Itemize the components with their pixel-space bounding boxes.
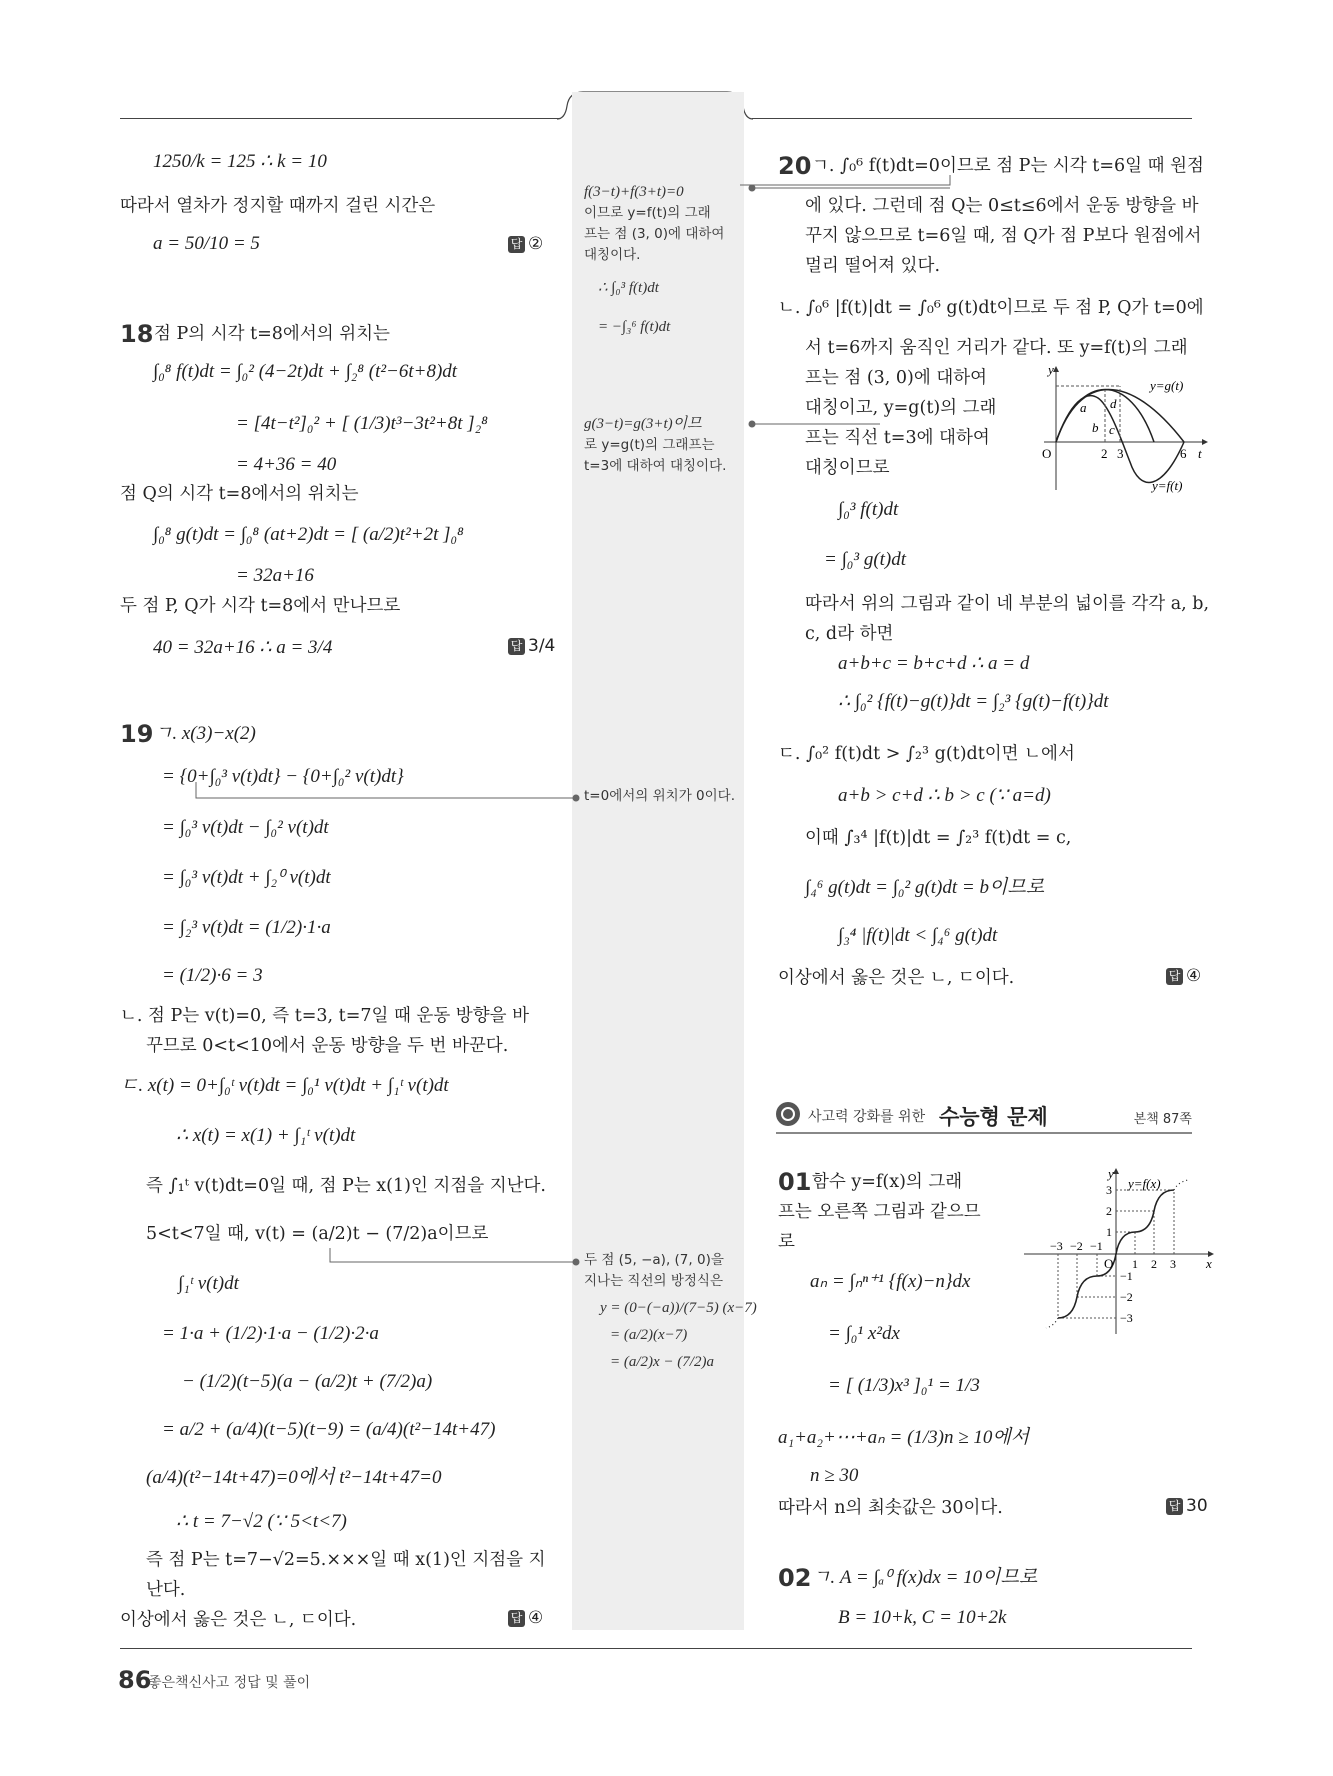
problem-19-line-15: − (1/2)(t−5)(a − (a/2)t + (7/2)a)	[182, 1371, 433, 1392]
section-book-ref: 본책 87쪽	[1133, 1112, 1192, 1127]
graph1-origin-label: O	[1042, 446, 1052, 461]
problem-20-line-7: 프는 점 (3, 0)에 대하여	[805, 368, 988, 388]
problem-18-number: 18	[120, 320, 154, 348]
problem-01-number: 01	[778, 1168, 812, 1196]
problem-20-line-17: ㄷ. ∫₀² f(t)dt > ∫₂³ g(t)dt이면 ㄴ에서	[778, 744, 1075, 764]
answer-mark-icon: 답	[508, 1610, 525, 1627]
problem-20-line-12: = ∫₀³ g(t)dt	[824, 549, 907, 570]
graph2-xtick: −1	[1090, 1239, 1103, 1253]
answer-mark-icon: 답	[1166, 968, 1183, 985]
problem-20-line-13: 따라서 위의 그림과 같이 네 부분의 넓이를 각각 a, b,	[805, 594, 1210, 614]
graph2-xtick: 1	[1132, 1257, 1138, 1271]
graph2-xtick: −3	[1050, 1239, 1063, 1253]
graph2-origin-label: O	[1104, 1256, 1114, 1271]
side-note-3: t=0에서의 위치가 0이다.	[584, 788, 735, 804]
problem-20-line-18: a+b > c+d ∴ b > c (∵ a=d)	[838, 785, 1051, 806]
graph2-ytick: 2	[1106, 1204, 1112, 1218]
graph2-ytick: 3	[1106, 1183, 1112, 1197]
problem-01-line-6: = [ (1/3)x³ ]₀¹ = 1/3	[828, 1375, 980, 1396]
problem-20-line-19: 이때 ∫₃⁴ |f(t)|dt = ∫₂³ f(t)dt = c,	[805, 828, 1072, 848]
side-note-1: f(3−t)+f(3+t)=0 이므로 y=f(t)의 그래 프는 점 (3, 0)에 대하여 대칭이다. ∴ ∫₀³ f(t)dt = −∫₃⁶ f(t)dt	[584, 184, 725, 335]
answer-20: 답 ④	[1166, 966, 1201, 986]
answer-19: 답 ④	[508, 1608, 543, 1628]
problem-19-line-17: (a/4)(t²−14t+47)=0에서 t²−14t+47=0	[146, 1467, 442, 1488]
problem-01-line-2: 프는 오른쪽 그림과 같으므	[778, 1202, 981, 1222]
problem-20-line-22: 이상에서 옳은 것은 ㄴ, ㄷ이다.	[778, 968, 1015, 988]
problem-19-line-18: ∴ t = 7−√2 (∵ 5<t<7)	[176, 1511, 347, 1532]
graph2-xtick: −2	[1070, 1239, 1083, 1253]
problem-18-line-3: = [4t−t²]₀² + [ (1/3)t³−3t²+8t ]₂⁸	[236, 413, 488, 434]
problem-19-line-12: 5<t<7일 때, v(t) = (a/2)t − (7/2)a이므로	[146, 1224, 489, 1244]
problem-19-line-9: ㄷ. x(t) = 0+∫₀ᵗ v(t)dt = ∫₀¹ v(t)dt + ∫₁ᵗ v(t)dt	[120, 1075, 449, 1096]
problem-17-line-1: 1250/k = 125 ∴ k = 10	[153, 151, 327, 172]
problem-20-line-20: ∫₄⁶ g(t)dt = ∫₀² g(t)dt = b이므로	[805, 877, 1045, 898]
problem-20-line-5: ㄴ. ∫₀⁶ |f(t)|dt = ∫₀⁶ g(t)dt이므로 두 점 P, Q가 t=0에	[778, 298, 1204, 318]
problem-20-line-15: a+b+c = b+c+d ∴ a = d	[838, 653, 1030, 674]
problem-01-line-8: n ≥ 30	[810, 1465, 859, 1486]
problem-20-line-21: ∫₃⁴ |f(t)|dt < ∫₄⁶ g(t)dt	[838, 925, 998, 946]
problem-20-line-3: 꾸지 않으므로 t=6일 때, 점 Q가 점 P보다 원점에서	[805, 226, 1202, 246]
problem-20-number: 20	[778, 152, 812, 180]
page-number: 86	[118, 1666, 152, 1694]
graph2-xtick: 3	[1170, 1257, 1176, 1271]
graph2-ytick: −1	[1120, 1269, 1133, 1283]
section-prefix: 사고력 강화를 위한	[808, 1109, 926, 1125]
answer-01: 답 30	[1166, 1496, 1208, 1516]
problem-20-line-4: 멀리 떨어져 있다.	[805, 256, 941, 276]
problem-01-line-5: = ∫₀¹ x²dx	[828, 1323, 900, 1344]
problem-19-line-6: = (1/2)·6 = 3	[162, 965, 263, 986]
problem-19-line-16: = a/2 + (a/4)(t−5)(t−9) = (a/4)(t²−14t+47)	[162, 1419, 496, 1440]
problem-02-number: 02	[778, 1564, 812, 1592]
problem-18-line-5: 점 Q의 시각 t=8에서의 위치는	[120, 484, 359, 504]
problem-18-line-1: 점 P의 시각 t=8에서의 위치는	[154, 324, 390, 344]
graph2-ytick: −3	[1120, 1311, 1133, 1325]
problem-18-line-7: = 32a+16	[236, 565, 314, 586]
problem-19-line-21: 이상에서 옳은 것은 ㄴ, ㄷ이다.	[120, 1610, 357, 1630]
graph2-f-label: y=f(x)	[1128, 1176, 1161, 1191]
target-icon	[776, 1102, 800, 1126]
graph2-xtick: 2	[1151, 1257, 1157, 1271]
side-note-4: 두 점 (5, −a), (7, 0)을 지나는 직선의 방정식은 y = (0−(−a))/(7−5) (x−7) = (a/2)(x−7) = (a/2)x − (7/2)a	[584, 1252, 757, 1370]
problem-19-line-10: ∴ x(t) = x(1) + ∫₁ᵗ v(t)dt	[176, 1125, 356, 1146]
footer-title: 좋은책신사고 정답 및 풀이	[148, 1675, 311, 1691]
answer-mark-icon: 답	[508, 236, 525, 253]
graph1-area-d: d	[1110, 396, 1117, 411]
problem-18-line-9: 40 = 32a+16 ∴ a = 3/4	[153, 637, 333, 658]
answer-mark-icon: 답	[508, 638, 525, 655]
problem-19-line-4: = ∫₀³ v(t)dt + ∫₂⁰ v(t)dt	[162, 867, 331, 888]
problem-19-number: 19	[120, 720, 154, 748]
problem-20-line-1: ㄱ. ∫₀⁶ f(t)dt=0이므로 점 P는 시각 t=6일 때 원점	[812, 156, 1204, 176]
problem-20-line-9: 프는 직선 t=3에 대하여	[805, 428, 990, 448]
problem-19-line-20: 난다.	[146, 1580, 186, 1600]
section-header	[776, 1098, 1192, 1134]
graph2-ytick: 1	[1106, 1225, 1112, 1239]
problem-01-line-1: 함수 y=f(x)의 그래	[812, 1172, 963, 1192]
problem-18-line-8: 두 점 P, Q가 시각 t=8에서 만나므로	[120, 596, 401, 616]
problem-19-line-14: = 1·a + (1/2)·1·a − (1/2)·2·a	[162, 1323, 379, 1344]
graph1-tick-2: 2	[1101, 446, 1108, 461]
problem-19-line-1: ㄱ. x(3)−x(2)	[154, 723, 256, 744]
problem-19-line-11: 즉 ∫₁ᵗ v(t)dt=0일 때, 점 P는 x(1)인 지점을 지난다.	[146, 1176, 546, 1196]
graph2-x-label: x	[1206, 1256, 1212, 1271]
graph1-area-b: b	[1092, 420, 1099, 435]
problem-20-line-16: ∴ ∫₀² {f(t)−g(t)}dt = ∫₂³ {g(t)−f(t)}dt	[838, 691, 1109, 712]
graph1-t-label: t	[1198, 446, 1202, 461]
graph-f-x	[1018, 1168, 1218, 1338]
graph1-tick-6: 6	[1180, 446, 1187, 461]
problem-17-line-2: 따라서 열차가 정지할 때까지 걸린 시간은	[120, 196, 436, 216]
problem-18-line-4: = 4+36 = 40	[236, 454, 337, 475]
graph-f-g	[1030, 362, 1210, 502]
problem-20-line-6: 서 t=6까지 움직인 거리가 같다. 또 y=f(t)의 그래	[805, 338, 1188, 358]
problem-01-line-3: 로	[778, 1232, 795, 1252]
graph1-area-c: c	[1109, 422, 1115, 437]
problem-19-line-5: = ∫₂³ v(t)dt = (1/2)·1·a	[162, 917, 331, 938]
graph1-tick-3: 3	[1117, 446, 1124, 461]
problem-20-line-2: 에 있다. 그런데 점 Q는 0≤t≤6에서 운동 방향을 바	[805, 196, 1199, 216]
problem-18-line-6: ∫₀⁸ g(t)dt = ∫₀⁸ (at+2)dt = [ (a/2)t²+2t ]₀⁸	[153, 524, 464, 545]
problem-01-line-4: aₙ = ∫ₙⁿ⁺¹ {f(x)−n}dx	[810, 1271, 971, 1292]
problem-01-line-7: a₁+a₂+⋯+aₙ = (1/3)n ≥ 10에서	[778, 1427, 1030, 1448]
problem-02-line-1: ㄱ. A = ∫ₐ⁰ f(x)dx = 10이므로	[812, 1567, 1038, 1588]
problem-20-line-8: 대칭이고, y=g(t)의 그래	[805, 398, 997, 418]
problem-02-line-2: B = 10+k, C = 10+2k	[838, 1607, 1007, 1628]
problem-19-line-2: = {0+∫₀³ v(t)dt} − {0+∫₀² v(t)dt}	[162, 766, 404, 787]
problem-01-line-9: 따라서 n의 최솟값은 30이다.	[778, 1498, 1003, 1518]
answer-17: 답 ②	[508, 234, 543, 254]
graph1-y-label: y	[1048, 362, 1054, 377]
side-note-2: g(3−t)=g(3+t)이므 로 y=g(t)의 그래프는 t=3에 대하여 대칭이다.	[584, 416, 727, 474]
answer-18: 답 3/4	[508, 636, 555, 656]
graph2-y-label: y	[1108, 1168, 1114, 1181]
problem-17-line-3: a = 50/10 = 5	[153, 233, 260, 254]
problem-19-line-8: 꾸므로 0<t<10에서 운동 방향을 두 번 바꾼다.	[146, 1036, 509, 1056]
section-title: 수능형 문제	[939, 1105, 1048, 1129]
graph2-ytick: −2	[1120, 1290, 1133, 1304]
problem-19-line-3: = ∫₀³ v(t)dt − ∫₀² v(t)dt	[162, 817, 329, 838]
graph1-g-label: y=g(t)	[1150, 378, 1184, 393]
answer-mark-icon: 답	[1166, 1498, 1183, 1515]
problem-20-line-10: 대칭이므로	[805, 458, 890, 478]
graph1-area-a: a	[1080, 400, 1087, 415]
problem-20-line-11: ∫₀³ f(t)dt	[838, 499, 899, 520]
problem-19-line-7: ㄴ. 점 P는 v(t)=0, 즉 t=3, t=7일 때 운동 방향을 바	[120, 1006, 529, 1026]
graph1-f-label: y=f(t)	[1152, 478, 1183, 493]
problem-19-line-19: 즉 점 P는 t=7−√2=5.×××일 때 x(1)인 지점을 지	[146, 1550, 546, 1570]
problem-19-line-13: ∫₁ᵗ v(t)dt	[178, 1273, 239, 1294]
problem-18-line-2: ∫₀⁸ f(t)dt = ∫₀² (4−2t)dt + ∫₂⁸ (t²−6t+8)dt	[153, 361, 458, 382]
problem-20-line-14: c, d라 하면	[805, 624, 894, 644]
footer-rule	[120, 1648, 1192, 1649]
